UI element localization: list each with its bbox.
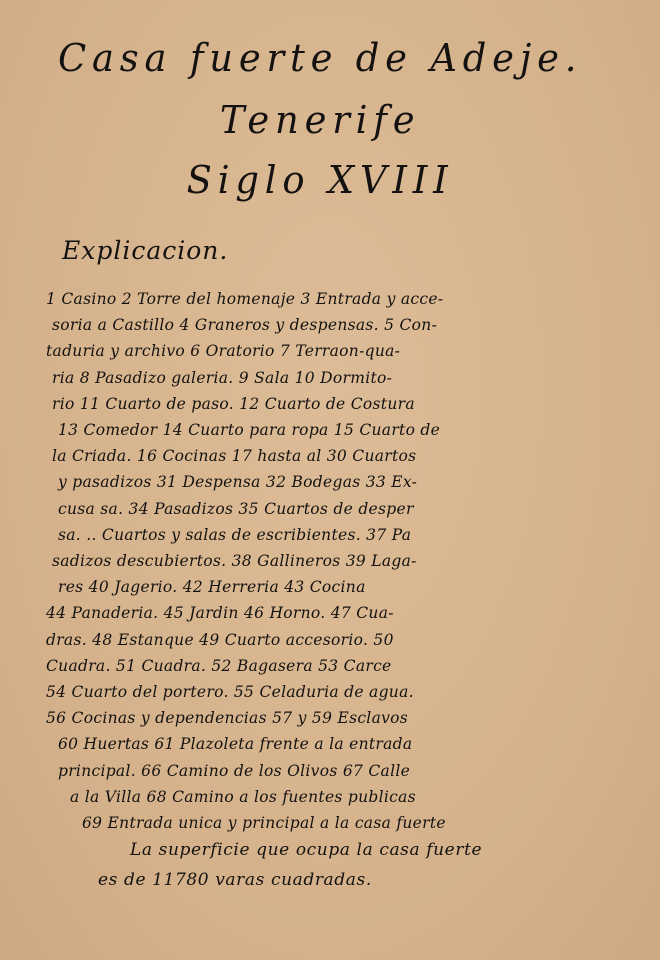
surface-note-line-1: La superficie que ocupa la casa fuerte (130, 840, 483, 860)
legend-line: sa. .. Cuartos y salas de escribientes. 37 Pa (58, 525, 412, 544)
legend-line: 13 Comedor 14 Cuarto para ropa 15 Cuarto de (58, 421, 441, 439)
surface-note-line-2: es de 11780 varas cuadradas. (98, 870, 372, 890)
legend-line: 44 Panaderia. 45 Jardin 46 Horno. 47 Cua- (46, 604, 394, 623)
legend-line: res 40 Jagerio. 42 Herreria 43 Cocina (58, 578, 366, 597)
legend-line: 69 Entrada unica y principal a la casa fuerte (82, 814, 446, 832)
legend-line: a la Villa 68 Camino a los fuentes publicas (70, 787, 416, 806)
legend-line: 60 Huertas 61 Plazoleta frente a la entrada (58, 735, 413, 754)
legend-line: cusa sa. 34 Pasadizos 35 Cuartos de desper (58, 499, 414, 518)
legend-line: Cuadra. 51 Cuadra. 52 Bagasera 53 Carce (46, 656, 392, 675)
legend-line: 1 Casino 2 Torre del homenaje 3 Entrada y acce- (46, 290, 444, 308)
document-place: Tenerife (219, 98, 421, 142)
legend-line: 54 Cuarto del portero. 55 Celaduria de agua. (46, 683, 414, 701)
legend-heading: Explicacion. (62, 236, 229, 265)
legend-line: la Criada. 16 Cocinas 17 hasta al 30 Cuartos (52, 447, 417, 466)
legend-line: principal. 66 Camino de los Olivos 67 Calle (58, 761, 411, 780)
document-title: Casa fuerte de Adeje. (57, 36, 583, 80)
legend-line: y pasadizos 31 Despensa 32 Bodegas 33 Ex- (58, 473, 418, 492)
legend-line: rio 11 Cuarto de paso. 12 Cuarto de Costura (52, 394, 415, 413)
document-century: Siglo XVIII (186, 158, 454, 202)
legend-line: dras. 48 Estanque 49 Cuarto accesorio. 50 (46, 630, 394, 649)
legend-line: ria 8 Pasadizo galeria. 9 Sala 10 Dormito- (52, 368, 393, 387)
legend-line: 56 Cocinas y dependencias 57 y 59 Esclavos (46, 709, 409, 728)
legend-line: sadizos descubiertos. 38 Gallineros 39 Laga- (52, 552, 417, 570)
legend-line: taduria y archivo 6 Oratorio 7 Terraon-qua- (46, 342, 401, 361)
legend-line: soria a Castillo 4 Graneros y despensas. 5 Con- (52, 316, 438, 335)
